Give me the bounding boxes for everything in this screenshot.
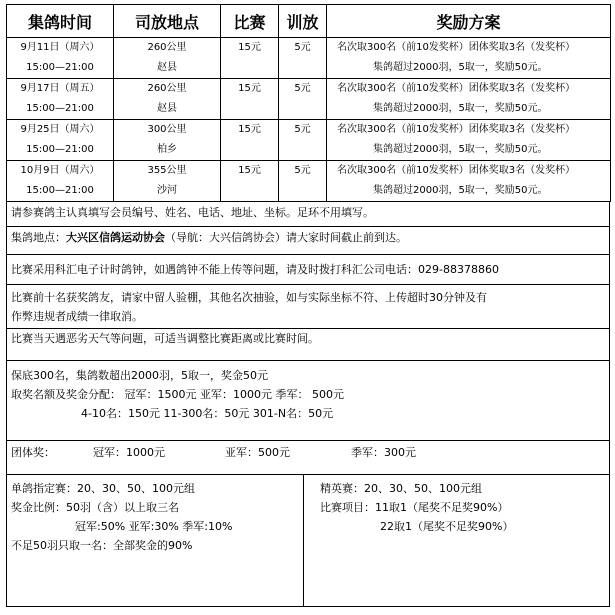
training-fee-value: 5元: [294, 42, 311, 53]
collect-hours: 15:00—21:00: [26, 103, 94, 114]
single-race-line-1: 单鸽指定赛：20、30、50、100元组: [11, 482, 195, 495]
training-fee: [279, 79, 327, 120]
header-release-location: 司放地点: [114, 5, 221, 38]
collect-time-cell: [7, 120, 114, 161]
race-fee: [221, 79, 279, 120]
reward-bonus: 集鸽超过2000羽，5取一，奖励50元。: [373, 103, 548, 114]
table-row: [7, 161, 611, 202]
reward-ranking: 名次取300名（前10发奖杯）团体奖取3名（发奖杯）: [337, 83, 576, 94]
collect-time-cell: [7, 79, 114, 120]
header-reward-plan: 奖励方案: [327, 5, 611, 38]
schedule-table: [6, 4, 611, 202]
single-race-line-3: 冠军:50% 亚军:30% 季军:10%: [75, 520, 233, 533]
release-place: 柏乡: [157, 144, 177, 155]
timing-note: [7, 254, 609, 284]
team-prize-label: 团体奖：: [11, 446, 55, 459]
training-fee: [279, 120, 327, 161]
race-date: 9月17日（周五）: [20, 83, 100, 94]
collect-hours: 15:00—21:00: [26, 62, 94, 73]
training-fee: [279, 38, 327, 79]
training-fee: [279, 161, 327, 202]
header-collect-time: 集鸽时间: [7, 5, 114, 38]
header-race-fee: 比赛: [221, 5, 279, 38]
team-prize: [7, 440, 609, 474]
collect-time-cell: [7, 161, 114, 202]
prize-line-2: 4-10名：150元 11-300名：50元 301-N名：50元: [81, 407, 334, 420]
guarantee-line: 保底300名，集鸽数超出2000羽，5取一，奖金50元: [11, 369, 268, 382]
training-fee-value: 5元: [294, 83, 311, 94]
race-fee-value: 15元: [238, 165, 261, 176]
single-race-line-2: 奖金比例：50羽（含）以上取三名: [11, 501, 179, 514]
race-fee: [221, 120, 279, 161]
reward-cell: [327, 161, 611, 202]
reward-cell: [327, 120, 611, 161]
table-header-row: [7, 5, 611, 38]
race-date: 10月9日（周六）: [20, 165, 100, 176]
race-fee-value: 15元: [238, 42, 261, 53]
inspection-note: [7, 284, 609, 328]
race-fee: [221, 38, 279, 79]
team-second: 亚军：500元: [225, 446, 290, 459]
table-row: [7, 120, 611, 161]
inspection-line-2: 作弊违规者成绩一律取消。: [11, 310, 143, 323]
elite-race-line-2: 比赛项目：11取1（尾奖不足奖90%）: [320, 501, 509, 514]
race-fee: [221, 161, 279, 202]
location-cell: [114, 38, 221, 79]
race-date: 9月25日（周六）: [20, 124, 100, 135]
reward-ranking: 名次取300名（前10发奖杯）团体奖取3名（发奖杯）: [337, 124, 576, 135]
team-first: 冠军：1000元: [93, 446, 165, 459]
distance: 260公里: [147, 83, 187, 94]
prize-distribution: [7, 360, 609, 440]
race-schedule-document: [6, 4, 610, 611]
team-third: 季军：300元: [351, 446, 416, 459]
training-fee-value: 5元: [294, 165, 311, 176]
reward-bonus: 集鸽超过2000羽，5取一，奖励50元。: [373, 144, 548, 155]
header-training-fee: 训放: [279, 5, 327, 38]
race-fee-value: 15元: [238, 124, 261, 135]
collect-hours: 15:00—21:00: [26, 144, 94, 155]
location-name: 大兴区信鸽运动协会: [66, 231, 165, 244]
elite-race-line-3: 22取1（尾奖不足奖90%）: [380, 520, 514, 533]
release-place: 沙河: [157, 185, 177, 196]
fill-in-text: 请参赛鸽主认真填写会员编号、姓名、电话、地址、坐标。足环不用填写。: [11, 206, 374, 219]
location-suffix: （导航：大兴信鸽协会）请大家时间截止前到达。: [165, 231, 407, 244]
timing-text: 比赛采用科汇电子计时鸽钟，如遇鸽钟不能上传等问题，请及时拨打科汇公司电话：029-88378860: [11, 263, 499, 276]
reward-ranking: 名次取300名（前10发奖杯）团体奖取3名（发奖杯）: [337, 42, 576, 53]
collect-hours: 15:00—21:00: [26, 185, 94, 196]
location-cell: [114, 120, 221, 161]
release-place: 赵县: [157, 103, 177, 114]
location-prefix: 集鸽地点：: [11, 231, 66, 244]
distance: 355公里: [147, 165, 187, 176]
weather-text: 比赛当天遇恶劣天气等问题，可适当调整比赛距离或比赛时间。: [11, 332, 319, 345]
distance: 300公里: [147, 124, 187, 135]
collect-time-cell: [7, 38, 114, 79]
reward-ranking: 名次取300名（前10发奖杯）团体奖取3名（发奖杯）: [337, 165, 576, 176]
reward-cell: [327, 79, 611, 120]
special-races: [7, 474, 609, 606]
release-place: 赵县: [157, 62, 177, 73]
inspection-line-1: 比赛前十名获奖鸽友，请家中留人验棚，其他名次抽验，如与实际坐标不符、上传超时30分钟及有: [11, 291, 487, 304]
reward-cell: [327, 38, 611, 79]
collect-location-note: [7, 226, 609, 254]
table-row: [7, 38, 611, 79]
prize-line-1: 取奖名额及奖金分配： 冠军：1500元 亚军：1000元 季军： 500元: [11, 388, 344, 401]
training-fee-value: 5元: [294, 124, 311, 135]
single-race-panel: [7, 475, 304, 606]
table-row: [7, 79, 611, 120]
reward-bonus: 集鸽超过2000羽，5取一，奖励50元。: [373, 185, 548, 196]
weather-note: [7, 328, 609, 360]
race-date: 9月11日（周六）: [20, 42, 100, 53]
elite-race-panel: [304, 475, 609, 606]
rules-section: [6, 202, 610, 607]
location-cell: [114, 161, 221, 202]
fill-in-note: [7, 202, 609, 226]
distance: 260公里: [147, 42, 187, 53]
race-fee-value: 15元: [238, 83, 261, 94]
reward-bonus: 集鸽超过2000羽，5取一，奖励50元。: [373, 62, 548, 73]
elite-race-line-1: 精英赛：20、30、50、100元组: [320, 482, 482, 495]
location-cell: [114, 79, 221, 120]
single-race-line-4: 不足50羽只取一名：全部奖金的90%: [11, 539, 193, 552]
